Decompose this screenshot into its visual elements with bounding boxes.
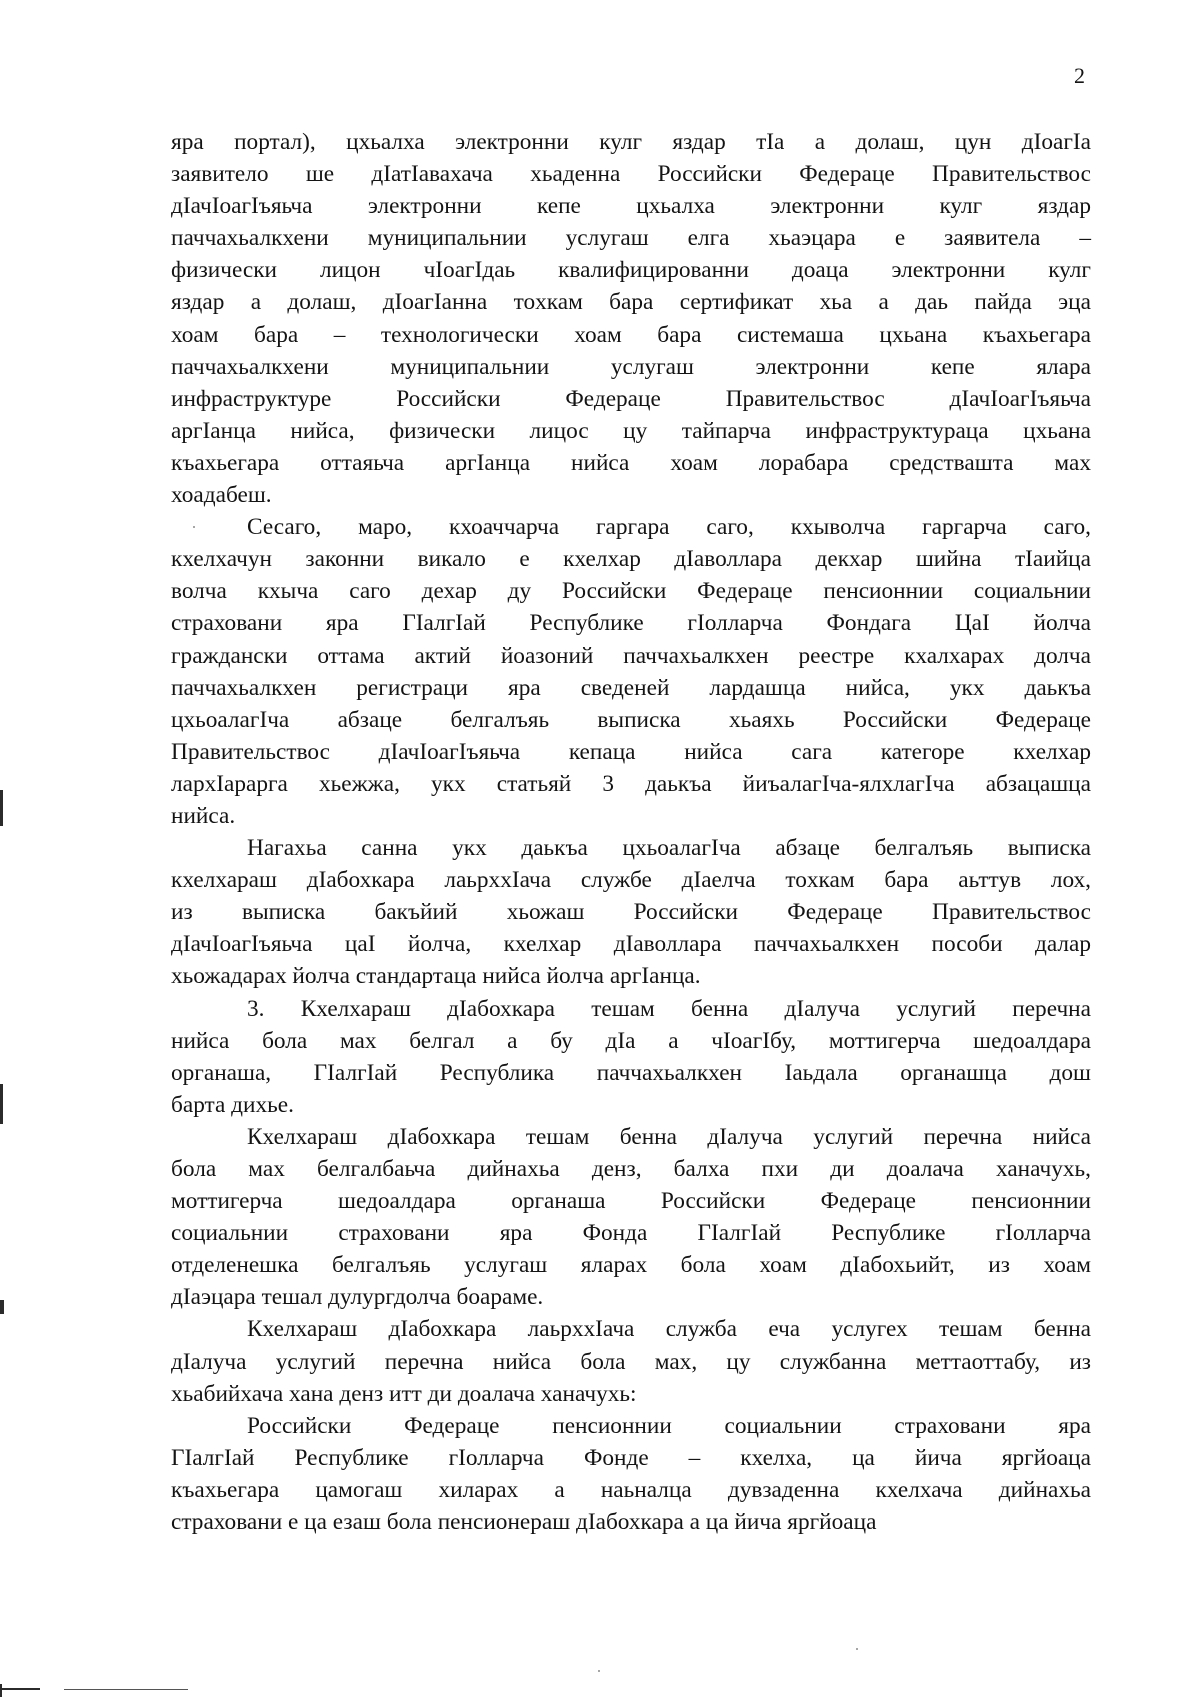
text-line: паччахьалкхени муниципальнии услугаш электронни кепе ялара [171, 353, 1091, 380]
text-line: социальнии страховани яра Фонда ГIалгIай Республике гIолларча [171, 1220, 1091, 1247]
text-line: граждански оттама актий йоазоний паччахьалкхен реестре кхалхарах долча [171, 642, 1091, 669]
document-body [171, 126, 1091, 1538]
text-line: ГIалгIай Республике гIолларча Фонде – кхелха, ца йича яргйоаца [171, 1444, 1091, 1471]
text-line: дIачIоагIъяьча цаI йолча, кхелхар дIаволлара паччахьалкхен пособи далар [171, 931, 1091, 958]
scan-dot [598, 1670, 600, 1672]
paragraph [171, 126, 1091, 511]
text-line: яра портал), цхьалха электронни кулг яздар тIа а долаш, цун дIоагIа [171, 129, 1091, 155]
text-line: из выписка бакъйий хьожаш Российски Федераце Правительствос [171, 899, 1091, 926]
text-line: нийса. [171, 802, 236, 829]
text-line: моттигерча шедоалдара органаша Российски Федераце пенсионнии [171, 1188, 1091, 1215]
text-line: нийса бола мах белгал а бу дIа а чIоагIбу, моттигерча шедоалдара [171, 1027, 1091, 1054]
text-line: къахьегара цамогаш хиларах а наьналца дувзаденна кхелхача дийнахьа [171, 1476, 1091, 1503]
text-line: страховани яра ГIалгIай Республике гIолларча Фондага ЦаI йолча [171, 610, 1091, 637]
scan-dot [193, 526, 195, 528]
text-line: заявитело ше дIатIавахача хьаденна Российски Федераце Правительствос [171, 161, 1091, 188]
text-line: кхелхачун законни викало е кхелхар дIаволлара декхар шийна тIаийца [171, 546, 1091, 573]
text-line: дIалуча услугий перечна нийса бола мах, цу службанна меттаоттабу, из [171, 1348, 1091, 1375]
text-line: Кхелхараш дIабохкара лаьрххIача служба еча услугех тешам бенна [247, 1316, 1091, 1343]
scan-edge-mark-left-top [0, 790, 3, 826]
text-line: аргIанца нийса, физически лицос цу тайпарча инфраструктураца цхьана [171, 417, 1091, 444]
text-line: паччахьалкхени муниципальнии услугаш елга хьаэцара е заявитела – [171, 225, 1091, 252]
text-line: отделенешка белгалъяь услугаш яларах бола хоам дIабохьийт, из хоам [171, 1252, 1091, 1279]
text-line: бола мах белгалбаьча дийнахьа денз, балха пхи ди доалача ханачухь, [171, 1156, 1091, 1182]
scan-edge-mark-left-middle [0, 1084, 3, 1124]
text-line: органаша, ГIалгIай Республика паччахьалкхен Iаьдала органашца дош [171, 1059, 1091, 1086]
text-line: страховани е ца езаш бола пенсионераш дIабохкара а ца йича яргйоаца [171, 1509, 877, 1536]
page-number: 2 [1074, 63, 1085, 88]
paragraph [171, 1410, 1091, 1538]
text-line: цхьоалагIча абзаце белгалъяь выписка хьаяхь Российски Федераце [171, 706, 1091, 733]
text-line: Правительствос дIачIоагIъяьча кепаца нийса сага категоре кхелхар [171, 738, 1091, 765]
text-line: къахьегара оттаяьча аргIанца нийса хоам лорабара средствашта мах [171, 449, 1091, 476]
scan-edge-mark-bottom-left-vertical [0, 1684, 2, 1697]
text-line: лархIарарга хьежжа, укх статьяй 3 даькъа йиъалагIча-ялхлагIча абзацашца [171, 770, 1091, 797]
scan-edge-mark-bottom-left [0, 1688, 40, 1690]
text-line: хоадабеш. [171, 482, 272, 509]
text-line: Сесаго, маро, кхоаччарча гаргара саго, кхыволча гаргарча саго, [247, 514, 1091, 541]
text-line: 3. Кхелхараш дIабохкара тешам бенна дIалуча услугий перечна [247, 995, 1091, 1022]
paragraph [171, 993, 1091, 1121]
text-line: дIачIоагIъяьча электронни кепе цхьалха электронни кулг яздар [171, 193, 1091, 220]
text-line: Нагахьа санна укх даькъа цхьоалагIча абзаце белгалъяь выписка [247, 835, 1091, 862]
text-line: хьожадарах йолча стандартаца нийса йолча аргIанца. [171, 963, 701, 990]
scan-dot [856, 1648, 858, 1650]
paragraph [171, 832, 1091, 992]
text-line: хьабийхача хана денз итт ди доалача ханачухь: [171, 1380, 637, 1407]
text-line: кхелхараш дIабохкара лаьрххIача службе дIаелча тоxкам бара аьттув лох, [171, 867, 1091, 894]
text-line: волча кхыча саго дехар ду Российски Федераце пенсионнии социальнии [171, 578, 1091, 605]
text-line: физически лицон чIоагIдаь квалифицированни доаца электронни кулг [171, 257, 1091, 284]
text-line: барта дихье. [171, 1091, 294, 1118]
text-line: инфраструктуре Российски Федераце Правительствос дIачIоагIъяьча [171, 385, 1091, 412]
text-line: Кхелхараш дIабохкара тешам бенна дIалуча услугий перечна нийса [247, 1123, 1091, 1150]
text-line: паччахьалкхен регистраци яра сведеней лардашца нийса, укх даькъа [171, 674, 1091, 701]
text-line: Российски Федераце пенсионнии социальнии страховани яра [247, 1412, 1091, 1439]
paragraph [171, 1121, 1091, 1314]
scan-edge-line-bottom [64, 1689, 188, 1690]
paragraph [171, 511, 1091, 832]
paragraph [171, 1313, 1091, 1409]
scan-edge-mark-left-lower [0, 1300, 4, 1314]
text-line: яздар а долаш, дIоагIанна тоxкам бара сертификат хьа а даь пайда эца [171, 289, 1091, 316]
text-line: хоам бара – технологически хоам бара системаша цхьана къахьегара [171, 321, 1091, 348]
text-line: дIаэцара тешал дулургдолча боараме. [171, 1284, 544, 1311]
